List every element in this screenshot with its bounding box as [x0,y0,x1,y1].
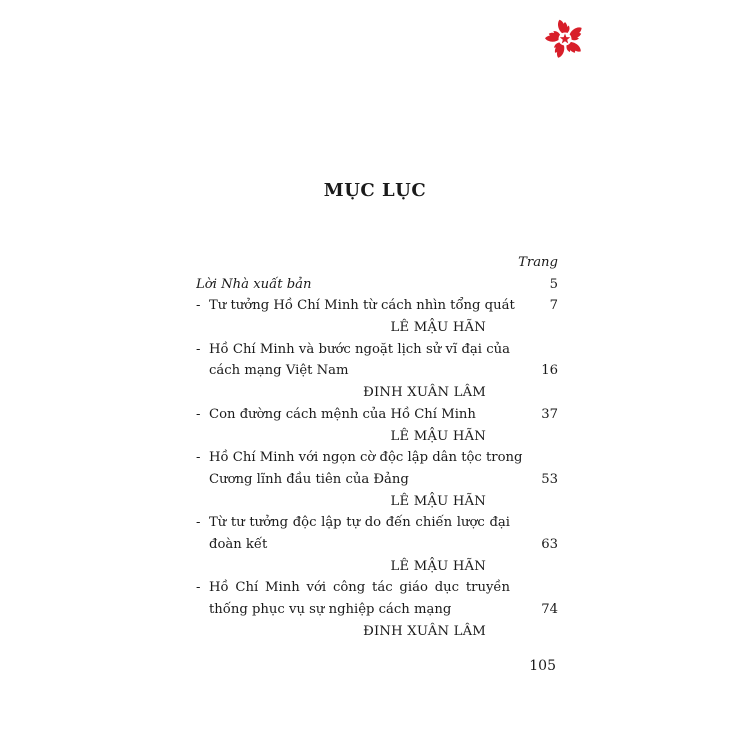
entry-author-row [196,621,558,643]
entry-page-number: 16 [541,363,558,379]
toc-entries [196,295,558,642]
table-of-contents [196,252,558,642]
entry-title-line: Hồ Chí Minh với công tác giáo dục truyền [209,580,510,596]
entry-author-row [196,382,558,404]
entry-title-line: Từ tư tưởng độc lập tự do đến chiến lược đại [209,515,510,531]
entry-bullet-dash: - [196,341,201,357]
toc-entry-line [196,447,558,469]
toc-entry-line [196,469,558,491]
toc-entry-line [196,534,558,556]
entry-title-line: Tư tưởng Hồ Chí Minh từ cách nhìn tổng quát [209,298,515,314]
entry-author-row [196,426,558,448]
publisher-emblem-icon [540,14,590,64]
entry-bullet-dash: - [196,580,201,596]
entry-title-line: Hồ Chí Minh và bước ngoặt lịch sử vĩ đại của [209,341,510,357]
entry-author-row [196,556,558,578]
entry-author: LÊ MẬU HÃN [390,493,486,509]
toc-entry-line [196,577,558,599]
entry-title-line: Con đường cách mệnh của Hồ Chí Minh [209,406,476,422]
toc-entry-line [196,404,558,426]
page-title: MỤC LỤC [323,180,427,201]
page-column-label: Trang [518,255,558,270]
entry-author: LÊ MẬU HÃN [390,558,486,574]
entry-title-line: Cương lĩnh đầu tiên của Đảng [209,471,409,487]
entry-page-number: 63 [541,536,558,552]
intro-page: 5 [549,276,558,292]
entry-author: ĐINH XUÂN LÂM [363,385,486,401]
entry-title-line: Hồ Chí Minh với ngọn cờ độc lập dân tộc trong [209,450,523,466]
entry-author: LÊ MẬU HÃN [390,320,486,336]
entry-title-line: cách mạng Việt Nam [209,363,349,379]
entry-bullet-dash: - [196,450,201,466]
entry-title-line: thống phục vụ sự nghiệp cách mạng [209,602,452,617]
entry-title-line: đoàn kết [209,536,268,552]
intro-row [196,274,558,296]
entry-page-number: 37 [541,406,558,422]
entry-author-row [196,317,558,339]
entry-page-number: 7 [549,298,558,314]
page-number: 105 [529,658,556,674]
toc-entry-line [196,599,558,621]
page-column-header [196,252,558,274]
entry-author: ĐINH XUÂN LÂM [363,623,486,639]
toc-entry-line [196,339,558,361]
entry-page-number: 74 [541,602,558,617]
toc-entry-line [196,360,558,382]
entry-author-row [196,491,558,513]
entry-bullet-dash: - [196,298,201,314]
toc-entry-line [196,512,558,534]
intro-label: Lời Nhà xuất bản [196,276,312,292]
entry-page-number: 53 [541,471,558,487]
toc-entry-line [196,295,558,317]
entry-bullet-dash: - [196,515,201,531]
entry-bullet-dash: - [196,406,201,422]
entry-author: LÊ MẬU HÃN [390,428,486,444]
